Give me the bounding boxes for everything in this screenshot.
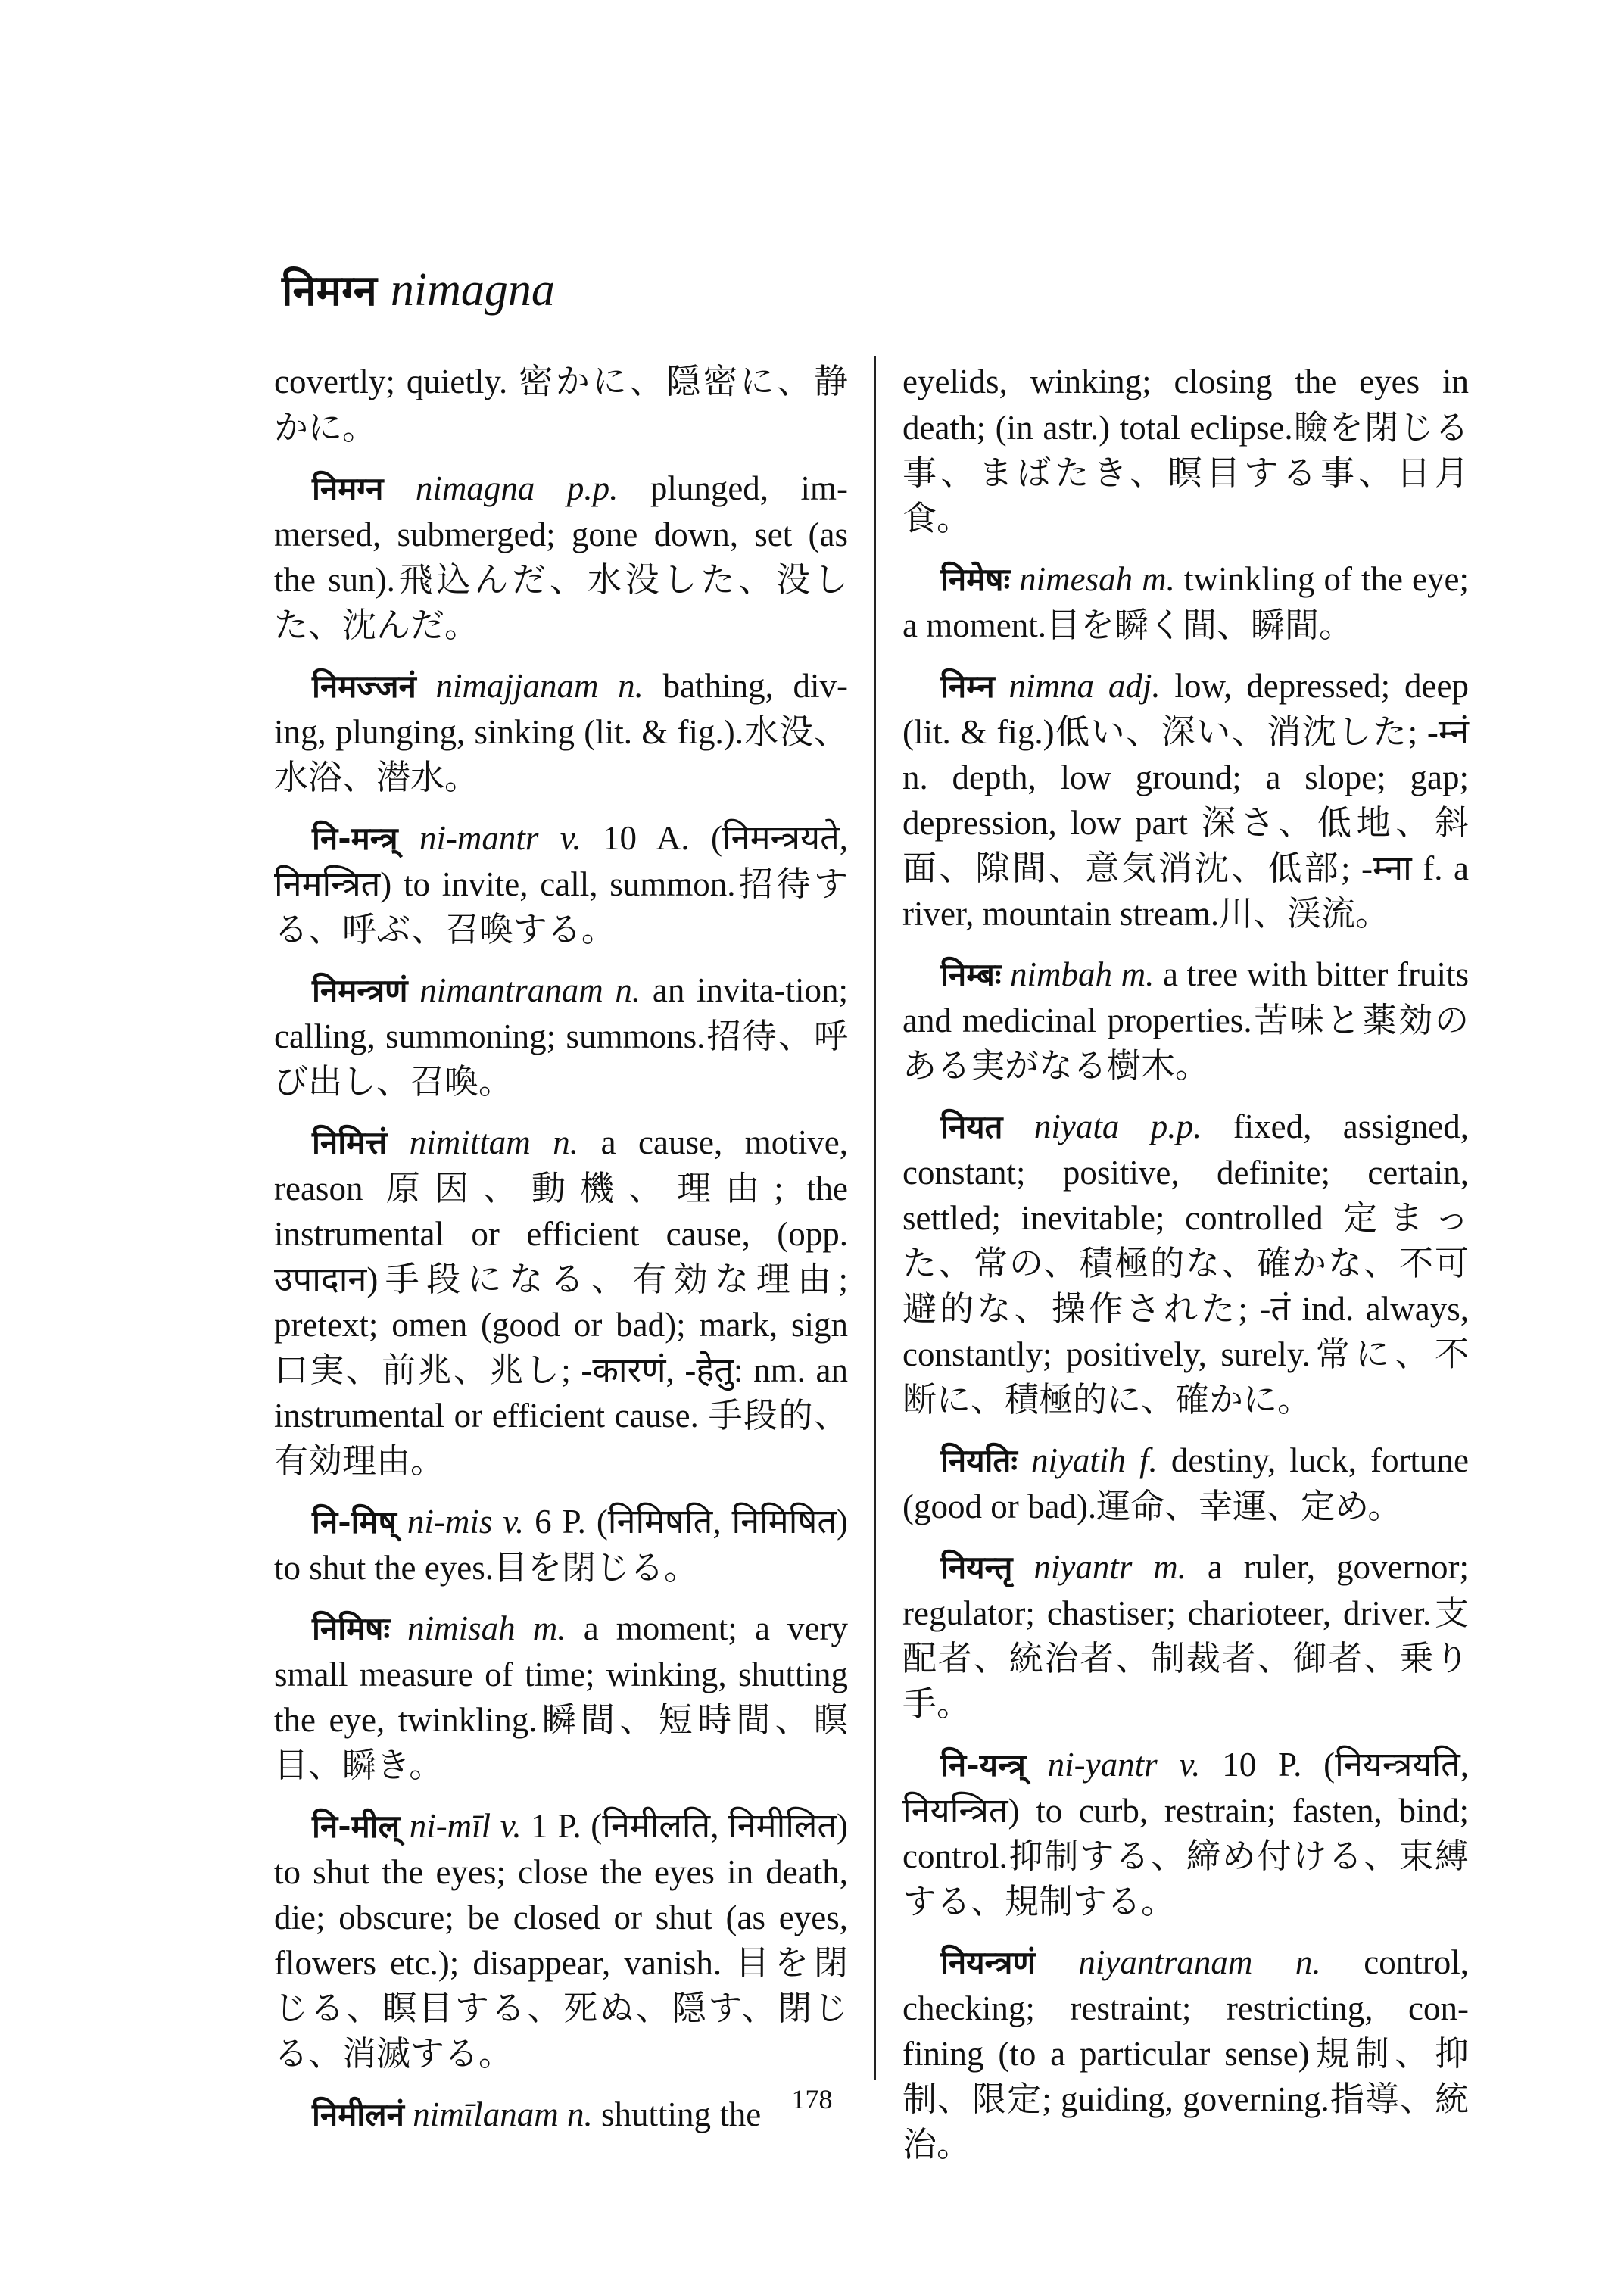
entry-definition: low, depressed; deep (lit. & fig.)低い、深い、消沈した; -म्नं n. depth, low ground; a slope; gap; depression, low part 深さ、低地、斜面、隙間、意気消沈、低部; -म्ना f. a river, mountain stream.川、渓流。 — [902, 667, 1469, 933]
dictionary-entry — [902, 1438, 1469, 1529]
entry-transliteration: nimittam n. — [409, 1123, 579, 1161]
entry-headword: निमिषः — [312, 1610, 390, 1647]
entry-definition: twinkling of the eye; a moment.目を瞬く間、瞬間。 — [902, 560, 1470, 644]
entry-headword: निमग्न — [312, 470, 384, 507]
entry-definition: 10 A. (निमन्त्रयते, निमन्त्रित) to invite, call, summon.招待する、呼ぶ、召喚する。 — [274, 819, 849, 949]
entry-headword: नियन्त्रणं — [940, 1944, 1036, 1981]
entry-transliteration: nimna adj. — [1008, 667, 1161, 705]
entry-definition: 1 P. (निमीलति, निमीलित) to shut the eyes; close the eyes in death, die; obscure; be closed or shut (as eyes, flowers etc.); disappear, vanish. 目を閉じる、瞑目する、死ぬ、隠す、閉じる、消滅する。 — [274, 1807, 849, 2073]
entry-definition: fixed, assigned, constant; positive, definite; certain, settled; inevitable; controlled 定まった、常の、積極的な、確かな、不可避的な、操作された; -तं ind. always, constantly; positively, surely.常に、不断に、積極的に、確かに。 — [902, 1108, 1470, 1419]
entry-definition: a ruler, governor; regulator; chastiser; charioteer, driver.支配者、統治者、制裁者、御者、乗り手。 — [902, 1548, 1469, 1723]
dictionary-entry — [902, 1544, 1469, 1727]
entry-transliteration: nimantranam n. — [419, 971, 641, 1009]
dictionary-entry — [274, 967, 848, 1104]
entry-headword: निमित्तं — [312, 1124, 388, 1161]
entry-definition: control, checking; restraint; restricting, con-fining (to a particular sense)規制、抑制、限定; guiding, governing.指導、統治。 — [902, 1943, 1469, 2164]
dictionary-entry — [274, 1120, 848, 1484]
entry-headword: नि-यन्त्र् — [940, 1746, 1026, 1784]
entry-transliteration: ni-yantr v. — [1047, 1746, 1201, 1784]
entry-definition: plunged, im-mersed, submerged; gone down, set (as the sun).飛込んだ、水没した、没した、沈んだ。 — [274, 469, 849, 644]
dictionary-entry — [902, 359, 1469, 541]
dictionary-entry — [274, 466, 848, 648]
entry-headword: निमज्जनं — [312, 668, 416, 705]
column-divider — [874, 356, 876, 2080]
entry-headword: निमीलनं — [312, 2096, 404, 2133]
entry-transliteration: niyantranam n. — [1078, 1943, 1321, 1981]
dictionary-entry — [274, 1499, 848, 1590]
right-column — [902, 359, 1469, 2182]
entry-headword: निमेषः — [940, 561, 1011, 598]
entry-definition: bathing, div-ing, plunging, sinking (lit. & fig.).水没、水浴、潜水。 — [274, 667, 849, 796]
entry-headword: नियन्तृ — [940, 1549, 1013, 1586]
dictionary-entry — [274, 1803, 848, 2076]
dictionary-entry — [274, 1606, 848, 1788]
dictionary-entry — [902, 952, 1469, 1089]
running-head-devanagari: निमग्न — [282, 266, 377, 316]
entry-transliteration: nimisah m. — [407, 1609, 566, 1647]
entry-definition: a tree with bitter fruits and medicinal properties.苦味と薬効のある実がなる樹木。 — [902, 955, 1470, 1085]
entry-definition: eyelids, winking; closing the eyes in death; (in astr.) total eclipse.瞼を閉じる事、まばたき、瞑目する事、日月食。 — [902, 363, 1469, 537]
entry-definition: destiny, luck, fortune (good or bad).運命、幸運、定め。 — [902, 1441, 1470, 1525]
entry-headword: निम्बः — [940, 956, 1002, 993]
dictionary-entry — [902, 663, 1469, 936]
entry-transliteration: niyatih f. — [1030, 1441, 1158, 1479]
entry-definition: 6 P. (निमिषति, निमिषित) to shut the eyes.目を閉じる。 — [274, 1503, 849, 1587]
entry-headword: नि-मिष् — [312, 1503, 397, 1541]
dictionary-entry — [274, 663, 848, 800]
entry-transliteration: niyantr m. — [1033, 1548, 1186, 1586]
dictionary-entry — [902, 1104, 1469, 1422]
entry-transliteration: ni-mīl v. — [409, 1807, 522, 1845]
entry-transliteration: ni-mantr v. — [419, 819, 581, 857]
page-number: 178 — [791, 2084, 833, 2114]
running-head — [282, 264, 555, 316]
dictionary-entry — [902, 1939, 1469, 2167]
entry-definition: an invita-tion; calling, summoning; summons.招待、呼び出し、召喚。 — [274, 971, 849, 1101]
entry-headword: निमन्त्रणं — [312, 972, 408, 1009]
dictionary-entry — [274, 815, 848, 952]
entry-transliteration: nimagna p.p. — [415, 469, 619, 507]
entry-headword: नियतिः — [940, 1442, 1018, 1479]
entry-transliteration: nimīlanam n. — [413, 2095, 593, 2133]
entry-definition: a moment; a very small measure of time; winking, shutting the eye, twinkling.瞬間、短時間、瞑目、瞬き。 — [274, 1609, 849, 1784]
entry-transliteration: niyata p.p. — [1033, 1108, 1202, 1145]
entry-headword: नियत — [940, 1108, 1003, 1145]
entry-definition: covertly; quietly. 密かに、隠密に、静かに。 — [274, 363, 848, 447]
entry-transliteration: ni-mis v. — [407, 1503, 525, 1541]
dictionary-entry — [902, 1742, 1469, 1924]
entry-definition: a cause, motive, reason 原因、動機、理由; the instrumental or efficient cause, (opp. उपादान)手段になる、有効な理由; pretext; omen (good or bad); mark, sign 口実、前兆、兆し; -कारणं, -हेतु: nm. an instrumental or efficient cause. 手段的、有効理由。 — [274, 1123, 848, 1480]
running-head-transliteration: nimagna — [390, 264, 555, 316]
entry-transliteration: nimesah m. — [1019, 560, 1175, 598]
entry-transliteration: nimbah m. — [1009, 955, 1155, 993]
dictionary-entry — [902, 556, 1469, 648]
entry-headword: नि-मील् — [312, 1808, 401, 1845]
entry-definition: 10 P. (नियन्त्रयति, नियन्त्रित) to curb, restrain; fasten, bind; control.抑制する、締め付ける、束縛する、規制する。 — [902, 1746, 1470, 1921]
dictionary-entry — [274, 359, 848, 450]
left-column — [274, 359, 848, 2153]
entry-transliteration: nimajjanam n. — [435, 667, 644, 705]
entry-definition: shutting the — [600, 2095, 762, 2133]
entry-headword: निम्न — [940, 668, 995, 705]
entry-headword: नि-मन्त्र् — [312, 820, 398, 857]
